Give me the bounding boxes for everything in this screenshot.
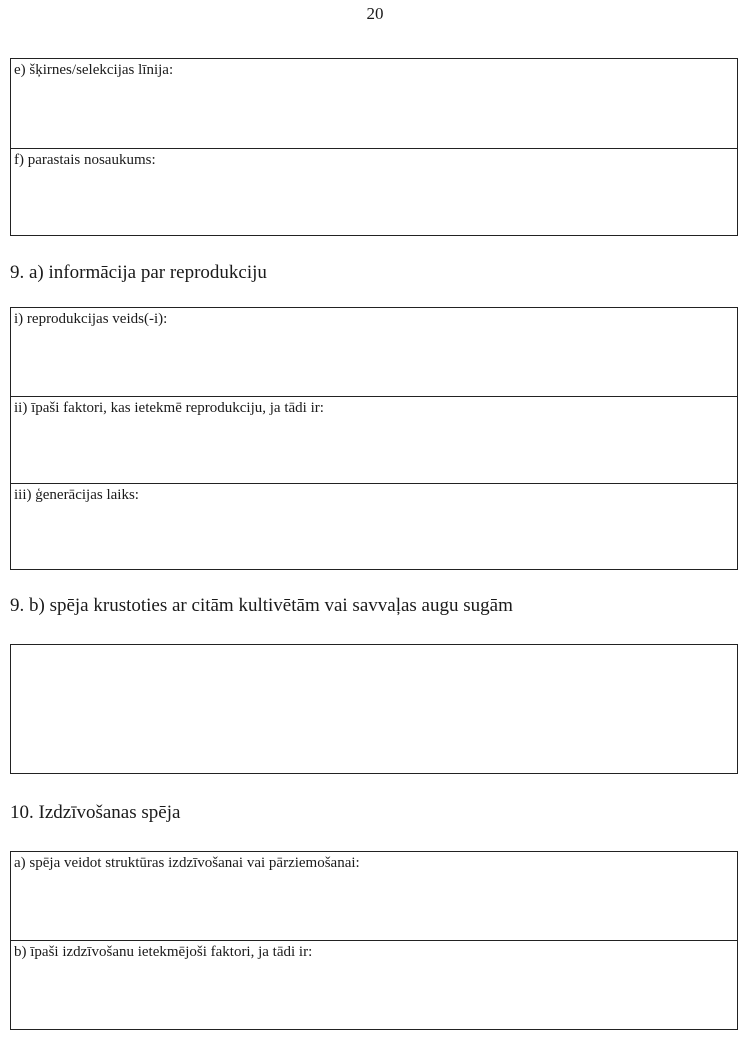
field-label: f) parastais nosaukums: [14, 152, 156, 168]
field-reproduction-type[interactable] [11, 308, 737, 396]
section-heading-9b: 9. b) spēja krustoties ar citām kultivētām vai savvaļas augu sugām [10, 595, 513, 616]
form-box-survival [10, 851, 738, 1030]
field-common-name[interactable] [11, 148, 737, 236]
page-number: 20 [366, 4, 384, 23]
field-label: iii) ģenerācijas laiks: [14, 487, 139, 503]
section-heading-9a: 9. a) informācija par reprodukciju [10, 262, 267, 283]
field-survival-factors[interactable] [11, 940, 737, 1030]
form-box-crossbreeding[interactable] [10, 644, 738, 774]
field-reproduction-factors[interactable] [11, 396, 737, 483]
form-box-reproduction [10, 307, 738, 570]
field-label: ii) īpaši faktori, kas ietekmē reprodukciju, ja tādi ir: [14, 400, 324, 416]
form-box-variety [10, 58, 738, 236]
field-label: b) īpaši izdzīvošanu ietekmējoši faktori, ja tādi ir: [14, 944, 313, 960]
section-heading-10: 10. Izdzīvošanas spēja [10, 802, 181, 823]
field-variety-line[interactable] [11, 59, 737, 148]
field-label: e) šķirnes/selekcijas līnija: [14, 62, 174, 78]
field-label: i) reprodukcijas veids(-i): [14, 311, 168, 327]
field-generation-time[interactable] [11, 483, 737, 570]
field-survival-structures[interactable] [11, 852, 737, 940]
field-label: a) spēja veidot struktūras izdzīvošanai vai pārziemošanai: [14, 855, 360, 871]
